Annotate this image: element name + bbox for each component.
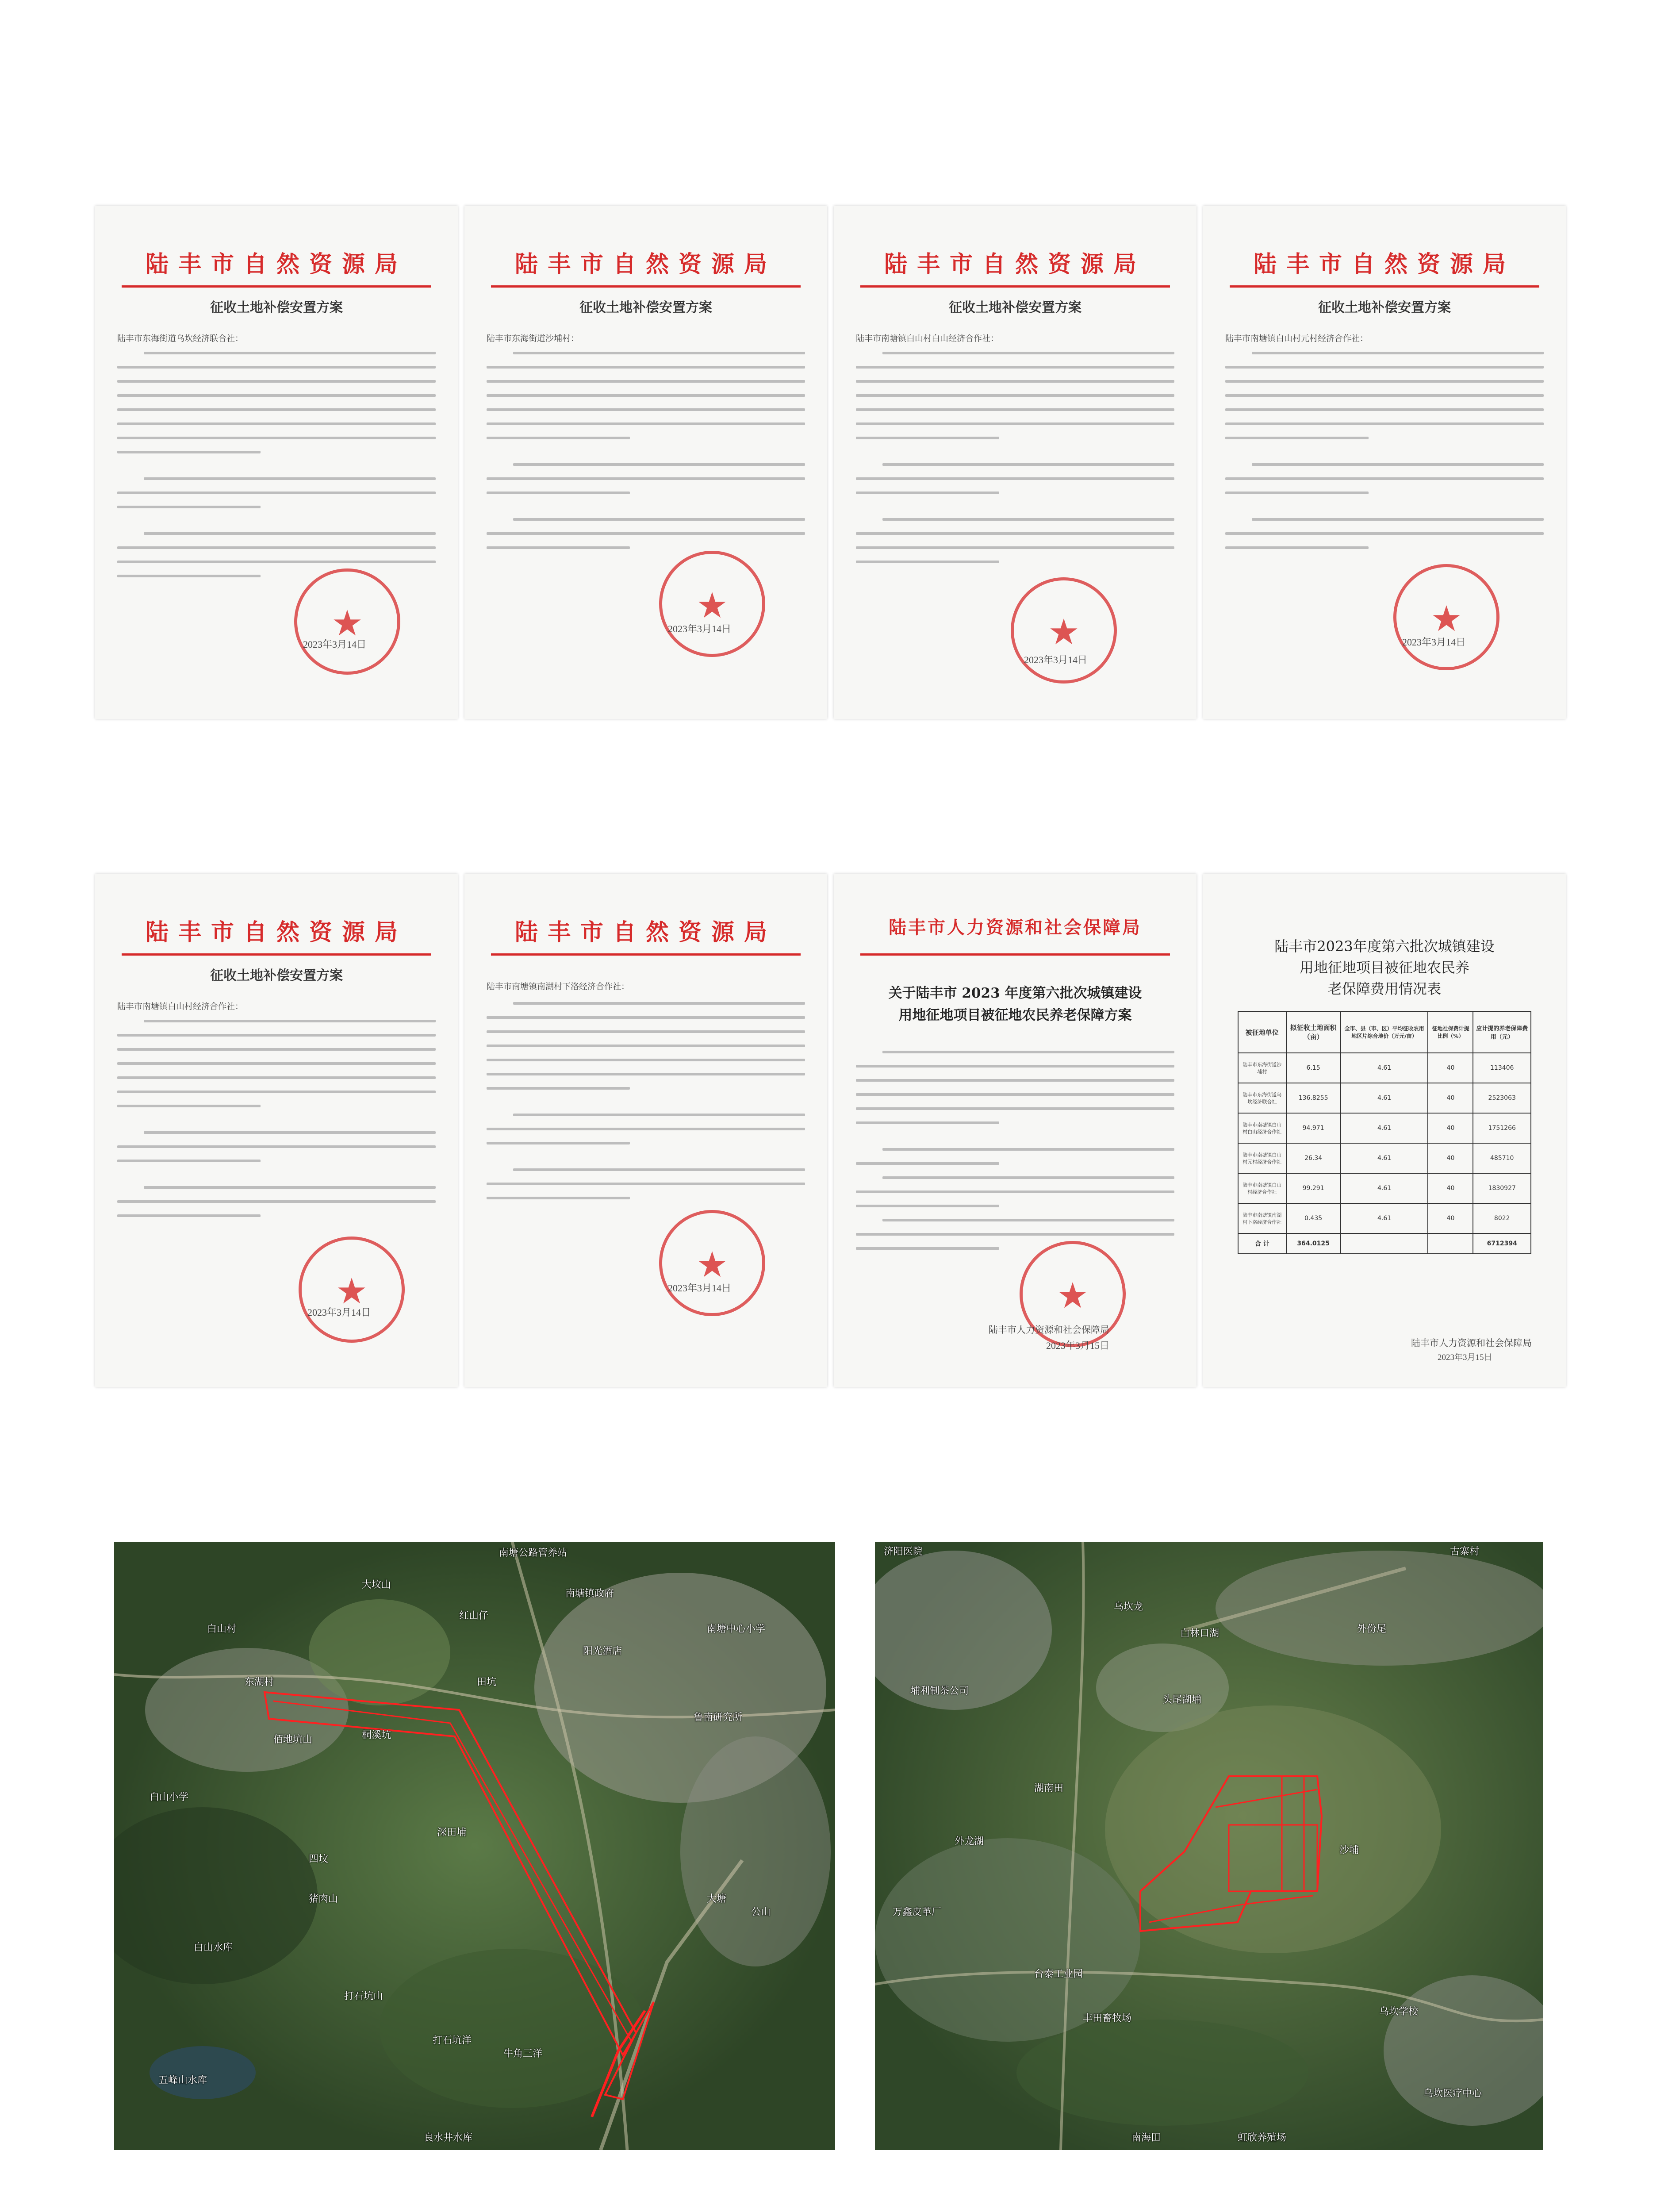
document-date: 2023年3月14日 (307, 1307, 371, 1318)
cell-ratio: 40 (1428, 1173, 1473, 1203)
document-body (487, 1002, 805, 1211)
document-subtitle: 征收土地补偿安置方案 (949, 300, 1081, 315)
cell-unit: 陆丰市南塘镇白山村经济合作社 (1238, 1173, 1286, 1203)
official-seal (659, 551, 765, 657)
cell-price: 4.61 (1341, 1143, 1428, 1173)
cell-price: 4.61 (1341, 1173, 1428, 1203)
compensation-document-2 (464, 206, 827, 719)
column-header: 应计提的养老保障费用（元） (1473, 1011, 1531, 1053)
official-seal (294, 568, 400, 675)
column-header: 被征地单位 (1238, 1011, 1286, 1053)
map-label: 阳光酒店 (583, 1646, 622, 1657)
cell-unit: 陆丰市东海街道乌坎经济联合社 (1238, 1083, 1286, 1113)
compensation-document-1 (95, 206, 458, 719)
map-label: 白林口湖 (1180, 1628, 1219, 1639)
satellite-map-part-1 (114, 1542, 835, 2150)
letterhead-title: 陆丰市自然资源局 (884, 251, 1146, 278)
cell-area: 94.971 (1286, 1113, 1341, 1143)
map-label: 公山 (751, 1907, 771, 1918)
table-row (1238, 1143, 1531, 1173)
map-label: 良水井水库 (424, 2132, 473, 2143)
map-label: 四坟 (309, 1854, 329, 1865)
total-label: 合 计 (1238, 1233, 1286, 1254)
total-fee: 6712394 (1473, 1233, 1531, 1254)
map-label: 大坟山 (362, 1579, 391, 1590)
map-label: 佰地坑山 (273, 1734, 313, 1745)
document-addressee: 陆丰市南塘镇白山村经济合作社： (117, 1002, 244, 1011)
map-label: 万鑫皮革厂 (893, 1907, 942, 1918)
map-label: 白山小学 (150, 1792, 189, 1803)
document-date: 2023年3月14日 (668, 1283, 732, 1294)
table-total-row (1238, 1233, 1531, 1254)
map-label: 打石坑山 (344, 1991, 383, 2002)
official-seal (1393, 564, 1499, 670)
pension-plan-document (834, 874, 1196, 1387)
official-seal (659, 1210, 765, 1316)
table-row (1238, 1053, 1531, 1083)
document-date: 2023年3月14日 (668, 623, 732, 634)
document-body (1225, 352, 1544, 561)
map-label: 猪肉山 (309, 1893, 338, 1905)
cell-area: 6.15 (1286, 1053, 1341, 1083)
cell-unit: 陆丰市南塘镇南湖村下洛经济合作社 (1238, 1203, 1286, 1233)
map-label: 丰田畜牧场 (1083, 2013, 1132, 2024)
map-label: 外龙湖 (955, 1836, 984, 1847)
letterhead-rule (122, 285, 431, 288)
map-label: 牛角三洋 (503, 2048, 543, 2059)
pension-fee-table (1238, 1011, 1531, 1254)
map-label: 沙埔 (1339, 1845, 1359, 1856)
map-label: 南海田 (1131, 2132, 1161, 2143)
letterhead-rule (491, 285, 801, 288)
map-label: 湖南田 (1034, 1783, 1064, 1794)
map-label: 台泰工业园 (1034, 1969, 1083, 1980)
letterhead-title: 陆丰市自然资源局 (1253, 251, 1515, 278)
cell-fee: 1830927 (1473, 1173, 1531, 1203)
letterhead-title: 陆丰市人力资源和社会保障局 (889, 917, 1142, 938)
letterhead-rule (1230, 285, 1539, 288)
document-addressee: 陆丰市南塘镇白山村元村经济合作社： (1225, 334, 1369, 343)
map-label: 外份尾 (1357, 1624, 1387, 1635)
cell-fee: 113406 (1473, 1053, 1531, 1083)
cell-ratio: 40 (1428, 1113, 1473, 1143)
letterhead-rule (860, 285, 1170, 288)
map-label: 乌坎学校 (1379, 2006, 1419, 2017)
column-header: 全市、县（市、区）平均征收农用地区片综合地价（万元/亩） (1341, 1011, 1428, 1053)
table-row (1238, 1173, 1531, 1203)
compensation-document-5 (95, 874, 458, 1387)
table-header-row (1238, 1011, 1531, 1053)
table-row (1238, 1113, 1531, 1143)
document-addressee: 陆丰市南塘镇南湖村下洛经济合作社： (487, 982, 630, 991)
issuer-signature: 陆丰市人力资源和社会保障局 (989, 1325, 1109, 1335)
map-label: 五峰山水库 (158, 2075, 207, 2086)
map-label: 头尾湖埔 (1162, 1694, 1202, 1705)
cell-ratio: 40 (1428, 1203, 1473, 1233)
cell-fee: 2523063 (1473, 1083, 1531, 1113)
map-label: 田坑 (477, 1677, 497, 1688)
cell-area: 0.435 (1286, 1203, 1341, 1233)
document-body (117, 1020, 436, 1229)
total-area: 364.0125 (1286, 1233, 1341, 1254)
title-line-1: 关于陆丰市 2023 年度第六批次城镇建设 (888, 985, 1142, 1001)
letterhead-title: 陆丰市自然资源局 (145, 251, 407, 278)
letterhead-rule (491, 953, 801, 956)
letterhead-rule (860, 953, 1170, 956)
map-label: 红山仔 (459, 1610, 489, 1621)
map-label: 白山水库 (194, 1942, 233, 1953)
document-date: 2023年3月15日 (1046, 1340, 1110, 1351)
map-label: 南塘公路管养站 (499, 1548, 568, 1559)
document-body (487, 352, 805, 561)
document-title (851, 982, 1179, 1026)
official-seal (1011, 577, 1117, 684)
cell-area: 26.34 (1286, 1143, 1341, 1173)
map-label: 虹欣养殖场 (1238, 2132, 1287, 2143)
map-label: 济阳医院 (884, 1546, 923, 1557)
table-title-line-3: 老保障费用情况表 (1327, 980, 1441, 997)
document-subtitle: 征收土地补偿安置方案 (210, 300, 343, 315)
cell-price: 4.61 (1341, 1203, 1428, 1233)
compensation-document-4 (1203, 206, 1566, 719)
document-date: 2023年3月14日 (1024, 654, 1088, 665)
map-label: 东湖村 (245, 1677, 274, 1688)
table-row (1238, 1203, 1531, 1233)
document-subtitle: 征收土地补偿安置方案 (1318, 300, 1451, 315)
issuer-signature: 陆丰市人力资源和社会保障局 (1411, 1338, 1532, 1348)
cell-fee: 485710 (1473, 1143, 1531, 1173)
cell-price: 4.61 (1341, 1083, 1428, 1113)
cell-ratio: 40 (1428, 1053, 1473, 1083)
cell-area: 136.8255 (1286, 1083, 1341, 1113)
map-label: 白山村 (207, 1624, 237, 1635)
column-header: 征地社保费计提比例（%） (1428, 1011, 1473, 1053)
empty-cell (1341, 1233, 1428, 1254)
table-row (1238, 1083, 1531, 1113)
title-line-2: 用地征地项目被征地农民养老保障方案 (898, 1007, 1132, 1023)
table-title-line-1: 陆丰市2023年度第六批次城镇建设 (1274, 938, 1495, 955)
map-label: 鲁南研究所 (694, 1712, 743, 1723)
map-label: 南塘中心小学 (707, 1624, 766, 1635)
column-header: 拟征收土地面积（亩） (1286, 1011, 1341, 1053)
document-subtitle: 征收土地补偿安置方案 (210, 968, 343, 983)
cell-price: 4.61 (1341, 1053, 1428, 1083)
satellite-map-part-2 (875, 1542, 1543, 2150)
pension-fee-table-document (1203, 874, 1566, 1387)
cell-price: 4.61 (1341, 1113, 1428, 1143)
map-label: 打石坑洋 (433, 2035, 472, 2046)
map-label: 乌坎龙 (1114, 1601, 1143, 1613)
letterhead-title: 陆丰市自然资源局 (145, 919, 407, 946)
document-subtitle: 征收土地补偿安置方案 (579, 300, 712, 315)
compensation-document-3 (834, 206, 1196, 719)
map-label: 深田埔 (437, 1827, 467, 1838)
cell-unit: 陆丰市南塘镇白山村白山经济合作社 (1238, 1113, 1286, 1143)
document-date: 2023年3月14日 (1402, 637, 1466, 648)
empty-cell (1428, 1233, 1473, 1254)
cell-unit: 陆丰市南塘镇白山村元村经济合作社 (1238, 1143, 1286, 1173)
document-body (117, 352, 436, 589)
cell-area: 99.291 (1286, 1173, 1341, 1203)
map-label: 桐溪坑 (362, 1730, 391, 1741)
map-label: 南塘镇政府 (565, 1588, 614, 1599)
cell-fee: 1751266 (1473, 1113, 1531, 1143)
map-label: 大塘 (707, 1893, 727, 1905)
document-addressee: 陆丰市东海街道沙埔村： (487, 334, 579, 343)
document-addressee: 陆丰市南塘镇白山村白山经济合作社： (856, 334, 999, 343)
document-body (856, 1051, 1174, 1261)
map-label: 乌坎医疗中心 (1423, 2088, 1482, 2099)
cell-ratio: 40 (1428, 1083, 1473, 1113)
compensation-document-6 (464, 874, 827, 1387)
official-seal (299, 1237, 405, 1343)
cell-fee: 8022 (1473, 1203, 1531, 1233)
document-date: 2023年3月14日 (303, 639, 367, 650)
letterhead-title: 陆丰市自然资源局 (514, 251, 777, 278)
cell-unit: 陆丰市东海街道沙埔村 (1238, 1053, 1286, 1083)
map-label: 埔利制茶公司 (910, 1686, 969, 1697)
letterhead-title: 陆丰市自然资源局 (514, 919, 777, 946)
document-body (856, 352, 1174, 575)
cell-ratio: 40 (1428, 1143, 1473, 1173)
map-label: 古寨村 (1450, 1546, 1480, 1557)
table-title-line-2: 用地征地项目被征地农民养 (1299, 959, 1469, 976)
document-date: 2023年3月15日 (1438, 1353, 1492, 1362)
document-addressee: 陆丰市东海街道乌坎经济联合社： (117, 334, 244, 343)
table-title (1216, 936, 1553, 999)
letterhead-rule (122, 953, 431, 956)
